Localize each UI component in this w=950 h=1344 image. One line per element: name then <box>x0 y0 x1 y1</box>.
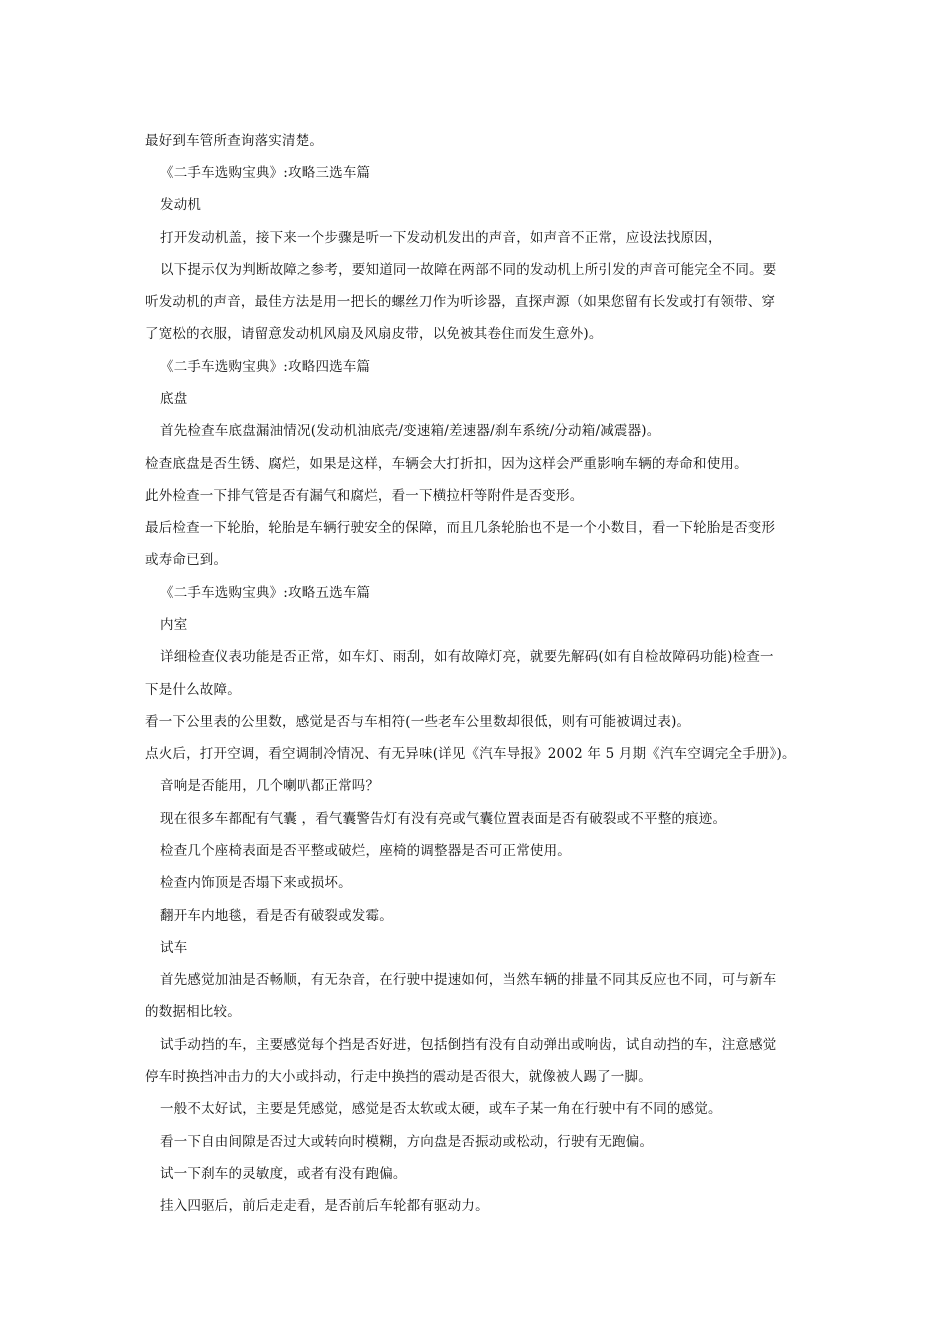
paragraph-line: 听发动机的声音，最佳方法是用一把长的螺丝刀作为听诊器，直探声源（如果您留有长发或打有领带、穿 <box>145 294 776 310</box>
paragraph-line: 看一下公里表的公里数，感觉是否与车相符(一些老车公里数却很低，则有可能被调过表)。 <box>145 714 691 730</box>
section-heading: 《二手车选购宝典》:攻略五选车篇 <box>160 585 371 601</box>
paragraph-line: 试手动挡的车，主要感觉每个挡是否好进，包括倒挡有没有自动弹出或响齿，试自动挡的车，注意感觉 <box>160 1037 777 1053</box>
subheading: 底盘 <box>160 391 188 407</box>
subheading: 发动机 <box>160 197 202 213</box>
paragraph-line: 检查内饰顶是否塌下来或损坏。 <box>160 875 352 891</box>
paragraph-line: 此外检查一下排气管是否有漏气和腐烂，看一下横拉杆等附件是否变形。 <box>145 488 584 504</box>
paragraph-line: 检查底盘是否生锈、腐烂，如果是这样，车辆会大打折扣，因为这样会严重影响车辆的寿命和使用。 <box>145 456 748 472</box>
paragraph-line: 下是什么故障。 <box>145 682 241 698</box>
section-heading: 《二手车选购宝典》:攻略三选车篇 <box>160 165 371 181</box>
paragraph-line: 最好到车管所查询落实清楚。 <box>145 133 324 149</box>
subheading: 试车 <box>160 940 188 956</box>
paragraph-line: 试一下刹车的灵敏度，或者有没有跑偏。 <box>160 1166 407 1182</box>
paragraph-line: 检查几个座椅表面是否平整或破烂，座椅的调整器是否可正常使用。 <box>160 843 571 859</box>
paragraph-line: 点火后，打开空调，看空调制冷情况、有无异味(详见《汽车导报》2002 年 5 月期《汽车空调完全手册》)。 <box>145 746 796 762</box>
paragraph-line: 详细检查仪表功能是否正常，如车灯、雨刮，如有故障灯亮，就要先解码(如有自检故障码功能)检查一 <box>160 649 774 665</box>
paragraph-line: 翻开车内地毯，看是否有破裂或发霉。 <box>160 908 393 924</box>
paragraph-line: 打开发动机盖，接下来一个步骤是听一下发动机发出的声音，如声音不正常，应设法找原因， <box>160 230 722 246</box>
paragraph-line: 首先感觉加油是否畅顺，有无杂音，在行驶中提速如何，当然车辆的排量不同其反应也不同，可与新车 <box>160 972 777 988</box>
section-heading: 《二手车选购宝典》:攻略四选车篇 <box>160 359 371 375</box>
paragraph-line: 音响是否能用，几个喇叭都正常吗？ <box>160 778 380 794</box>
paragraph-line: 现在很多车都配有气囊 ，看气囊警告灯有没有亮或气囊位置表面是否有破裂或不平整的痕迹。 <box>160 811 727 827</box>
paragraph-line: 最后检查一下轮胎，轮胎是车辆行驶安全的保障，而且几条轮胎也不是一个小数目，看一下轮胎是否变形 <box>145 520 776 536</box>
paragraph-line: 停车时换挡冲击力的大小或抖动，行走中换挡的震动是否很大，就像被人踢了一脚。 <box>145 1069 652 1085</box>
paragraph-line: 一般不太好试，主要是凭感觉，感觉是否太软或太硬，或车子某一角在行驶中有不同的感觉。 <box>160 1101 722 1117</box>
paragraph-line: 了宽松的衣服，请留意发动机风扇及风扇皮带，以免被其卷住而发生意外)。 <box>145 326 603 342</box>
paragraph-line: 首先检查车底盘漏油情况(发动机油底壳/变速箱/差速器/刹车系统/分动箱/减震器)。 <box>160 423 661 439</box>
paragraph-line: 的数据相比较。 <box>145 1004 241 1020</box>
paragraph-line: 挂入四驱后，前后走走看，是否前后车轮都有驱动力。 <box>160 1198 489 1214</box>
paragraph-line: 或寿命已到。 <box>145 552 228 568</box>
paragraph-line: 看一下自由间隙是否过大或转向时模糊，方向盘是否振动或松动，行驶有无跑偏。 <box>160 1134 654 1150</box>
paragraph-line: 以下提示仅为判断故障之参考，要知道同一故障在两部不同的发动机上所引发的声音可能完全不同。要 <box>160 262 777 278</box>
subheading: 内室 <box>160 617 188 633</box>
